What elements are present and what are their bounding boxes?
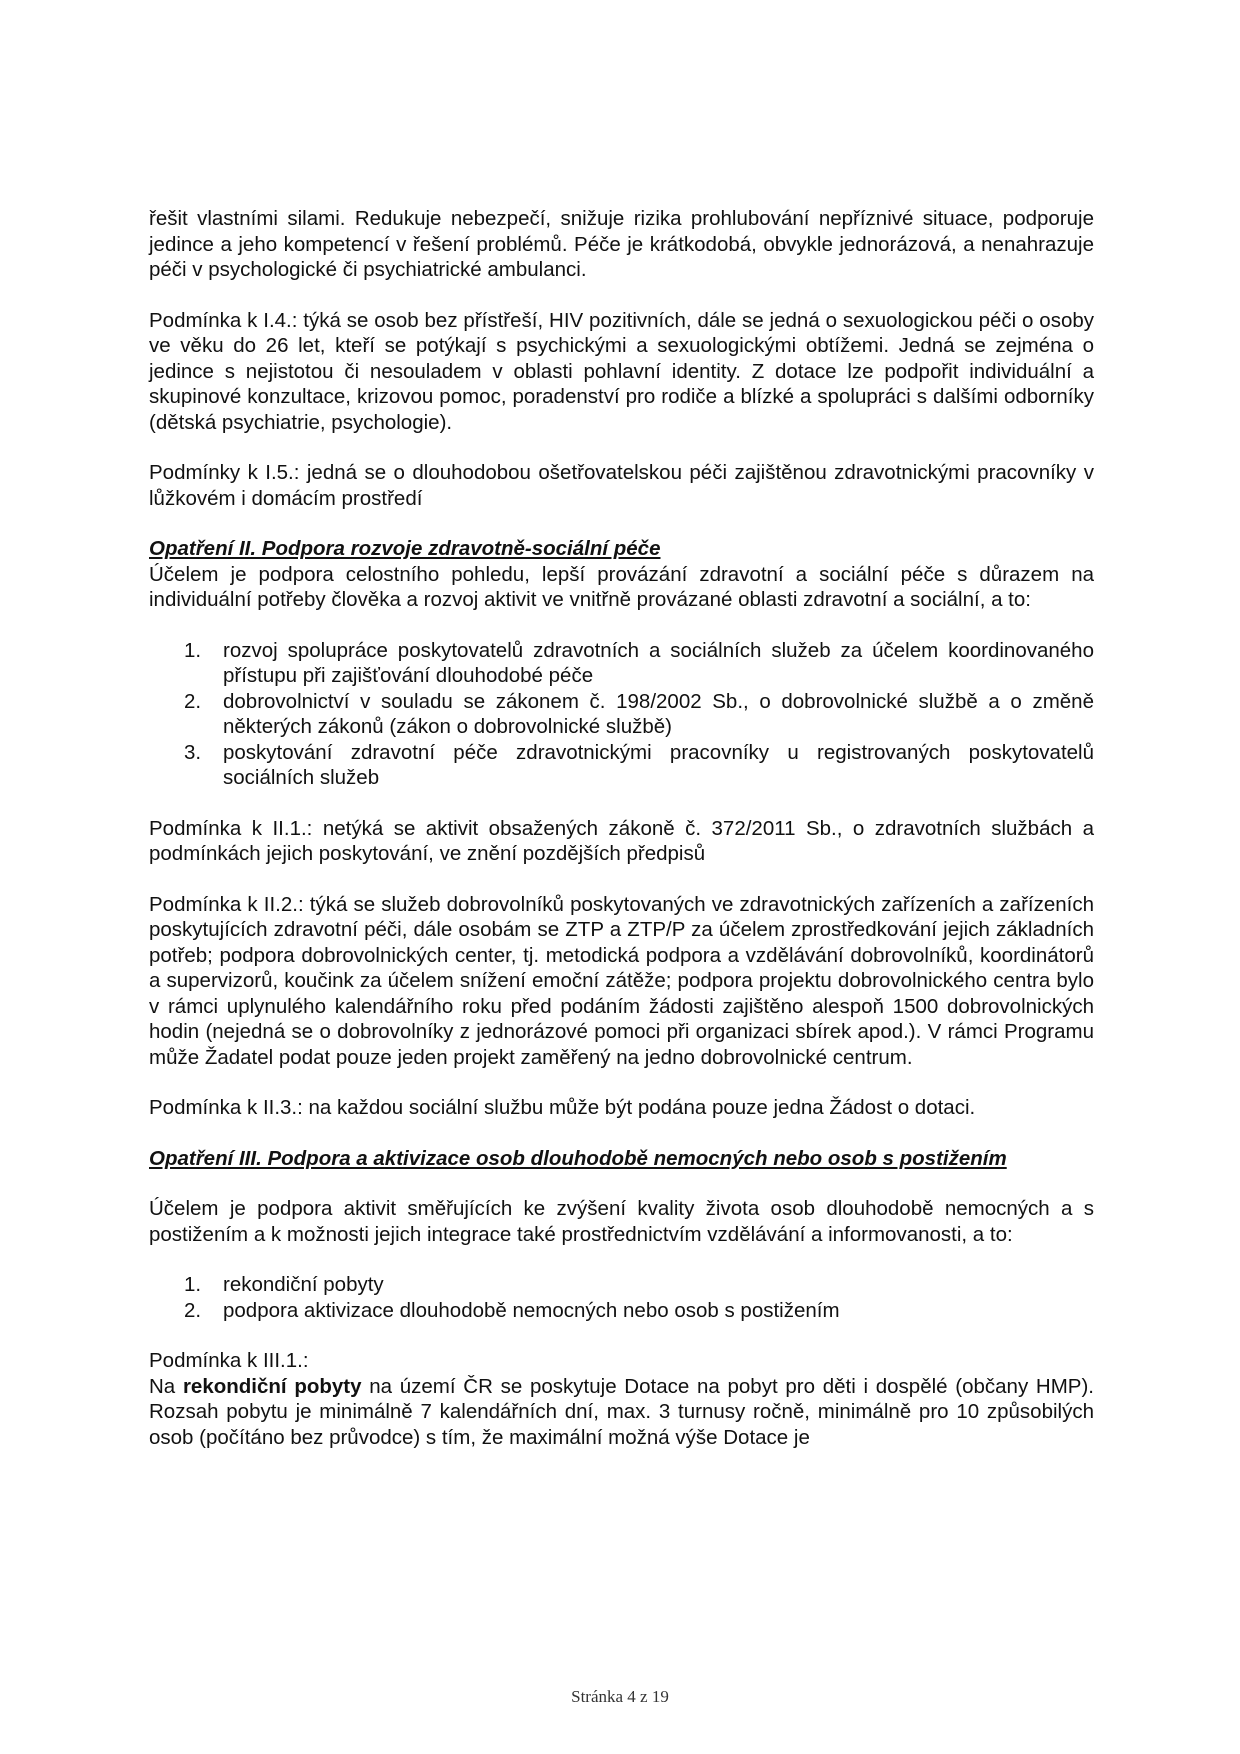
text-run: na území ČR se poskytuje Dotace na pobyt pro děti i dospělé (občany HMP). Rozsah pobytu je minimálně 7 kalendářních dní, max. 3 turnusy ročně, minimálně pro 10 způsobilých osob (počítáno bez průvodce) s tím, že maximální možná výše Dotace je	[149, 1374, 1095, 1449]
condition-paragraph: Podmínky k I.5.: jedná se o dlouhodobou ošetřovatelskou péči zajištěnou zdravotnickými pracovníky v lůžkovém i domácím prostředí	[149, 461, 1094, 510]
list-item-text: rekondiční pobyty	[223, 1273, 384, 1296]
section-heading: Opatření II. Podpora rozvoje zdravotně-sociální péče	[149, 537, 661, 560]
list-number: 2.	[184, 689, 202, 713]
section-heading: Opatření III. Podpora a aktivizace osob dlouhodobě nemocných nebo osob s postižením	[149, 1146, 1007, 1170]
numbered-list	[149, 638, 1094, 791]
list-number: 2.	[184, 1298, 202, 1322]
page-number: Stránka 4 z 19	[571, 1687, 669, 1706]
list-item-text: podpora aktivizace dlouhodobě nemocných nebo osob s postižením	[223, 1298, 840, 1322]
list-number: 1.	[184, 638, 202, 662]
list-item	[149, 689, 1094, 740]
list-item-text: dobrovolnictví v souladu se zákonem č. 198/2002 Sb., o dobrovolnické službě a o změně některých zákonů (zákon o dobrovolnické službě)	[223, 689, 1094, 738]
list-item-text: poskytování zdravotní péče zdravotnickými pracovníky u registrovaných poskytovatelů sociálních služeb	[223, 740, 1094, 789]
list-item	[149, 740, 1094, 791]
numbered-list	[149, 1272, 1094, 1323]
list-item	[149, 1272, 1094, 1298]
list-item	[149, 1298, 1094, 1324]
page-content	[149, 206, 1094, 1450]
paragraph: řešit vlastními silami. Redukuje nebezpečí, snižuje rizika prohlubování nepříznivé situace, podporuje jedince a jeho kompetencí v řešení problémů. Péče je krátkodobá, obvykle jednorázová, a nenahrazuje péči v psychologické či psychiatrické ambulanci.	[149, 207, 1094, 281]
list-number: 1.	[184, 1273, 202, 1296]
condition-label: Podmínka k III.1.:	[149, 1349, 309, 1372]
section-intro: Účelem je podpora aktivit směřujících ke zvýšení kvality života osob dlouhodobě nemocných a s postižením a k možnosti jejich integrace také prostřednictvím vzdělávání a informovanosti, a to:	[149, 1197, 1094, 1246]
condition-paragraph: Podmínka k II.2.: týká se služeb dobrovolníků poskytovaných ve zdravotnických zařízeních a zařízeních poskytujících zdravotní péči, dále osobám se ZTP a ZTP/P za účelem zprostředkování jejich základních potřeb; podpora dobrovolnických center, tj. metodická podpora a vzdělávání dobrovolníků, koordinátorů a supervizorů, koučink za účelem snížení emoční zátěže; podpora projektu dobrovolnického centra bylo v rámci uplynulého kalendářního roku před podáním žádosti zajištěno alespoň 1500 dobrovolnických hodin (nejedná se o dobrovolníky z jednorázové pomoci při organizaci sbírek apod.). V rámci Programu může Žadatel podat pouze jeden projekt zaměřený na jedno dobrovolnické centrum.	[149, 892, 1094, 1069]
text-run: Na	[149, 1374, 183, 1398]
condition-paragraph: Podmínka k II.1.: netýká se aktivit obsažených zákoně č. 372/2011 Sb., o zdravotních službách a podmínkách jejich poskytování, ve znění pozdějších předpisů	[149, 816, 1094, 865]
condition-paragraph	[149, 1374, 1094, 1451]
list-item-text: rozvoj spolupráce poskytovatelů zdravotních a sociálních služeb za účelem koordinovaného přístupu při zajišťování dlouhodobé péče	[223, 638, 1094, 687]
section-intro: Účelem je podpora celostního pohledu, lepší provázání zdravotní a sociální péče s důrazem na individuální potřeby člověka a rozvoj aktivit ve vnitřně provázané oblasti zdravotní a sociální, a to:	[149, 562, 1094, 611]
bold-term: rekondiční pobyty	[182, 1374, 362, 1398]
list-number: 3.	[184, 740, 202, 764]
condition-paragraph: Podmínka k II.3.: na každou sociální službu může být podána pouze jedna Žádost o dotaci.	[149, 1096, 976, 1119]
list-item	[149, 638, 1094, 689]
condition-paragraph: Podmínka k I.4.: týká se osob bez přístřeší, HIV pozitivních, dále se jedná o sexuologickou péči o osoby ve věku do 26 let, kteří se potýkají s psychickými a sexuologickými obtížemi. Jedná se zejména o jedince s nejistotou či nesouladem v oblasti pohlavní identity. Z dotace lze podpořit individuální a skupinové konzultace, krizovou pomoc, poradenství pro rodiče a blízké a spolupráci s dalšími odborníky (dětská psychiatrie, psychologie).	[149, 308, 1094, 434]
